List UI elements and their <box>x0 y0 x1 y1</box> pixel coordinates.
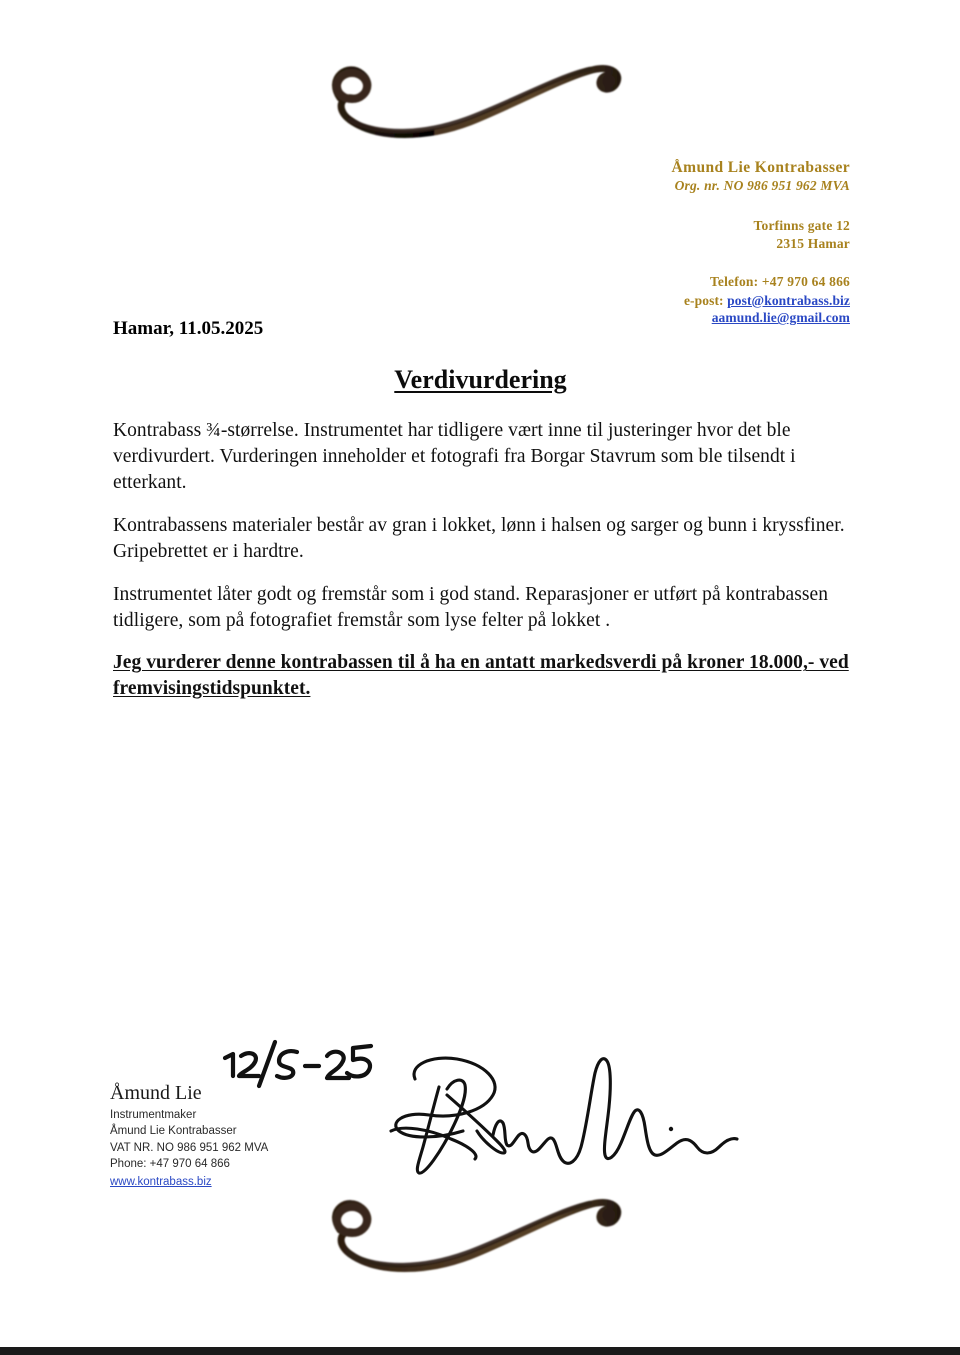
letterhead-company: Åmund Lie Kontrabasser <box>671 159 850 176</box>
letterhead-street: Torfinns gate 12 <box>753 217 850 233</box>
footer-phone: Phone: +47 970 64 866 <box>110 1157 230 1170</box>
footer-role: Instrumentmaker <box>110 1109 197 1121</box>
page-bottom-edge <box>0 1347 960 1355</box>
body-paragraph-2: Kontrabassens materialer består av gran i lokket, lønn i halsen og sarger og bunn i kryssfiner. Gripebrettet er i hardtre. <box>113 514 845 562</box>
flourish-ornament-bottom-icon <box>300 1190 660 1300</box>
page-title <box>113 365 848 395</box>
signature-footer <box>110 1082 430 1191</box>
footer-company: Åmund Lie Kontrabasser <box>110 1125 237 1138</box>
valuation-conclusion <box>113 650 853 702</box>
flourish-ornament-top-icon <box>300 40 660 150</box>
date-line: Hamar, 11.05.2025 <box>113 318 264 339</box>
website-link[interactable]: www.kontrabass.biz <box>110 1176 212 1189</box>
body-paragraph-1: Kontrabass ¾-størrelse. Instrumentet har tidligere vært inne til justeringer hvor det ble verdivurdert. Vurderingen inneholder et fotografi fra Borgar Stavrum som ble tilsendt i etterkant. <box>113 420 796 493</box>
email-link-primary[interactable]: post@kontrabass.biz <box>727 292 850 308</box>
page-title-text: Verdivurdering <box>394 365 567 394</box>
letterhead-email-label: e-post: <box>683 292 724 308</box>
footer-name: Åmund Lie <box>110 1082 202 1104</box>
letterhead <box>430 158 850 327</box>
valuation-conclusion-text: Jeg vurderer denne kontrabassen til å ha en antatt markedsverdi på kroner 18.000,- ved fremvisingstidspunktet. <box>113 652 849 700</box>
footer-vat: VAT NR. NO 986 951 962 MVA <box>110 1141 269 1154</box>
document-body <box>113 418 853 719</box>
letterhead-email-row <box>430 292 850 310</box>
signature-image <box>385 1043 780 1178</box>
email-link-secondary[interactable]: aamund.lie@gmail.com <box>711 310 850 326</box>
letterhead-email-row-secondary <box>430 309 850 327</box>
body-paragraph-3: Instrumentet låter godt og fremstår som i god stand. Reparasjoner er utført på kontrabassen tidligere, som på fotografiet fremstår som lyse felter på lokket . <box>113 583 829 631</box>
letterhead-org-number: Org. nr. NO 986 951 962 MVA <box>674 178 850 194</box>
letterhead-postal-city: 2315 Hamar <box>776 236 850 252</box>
letterhead-phone: Telefon: +47 970 64 866 <box>709 274 850 290</box>
